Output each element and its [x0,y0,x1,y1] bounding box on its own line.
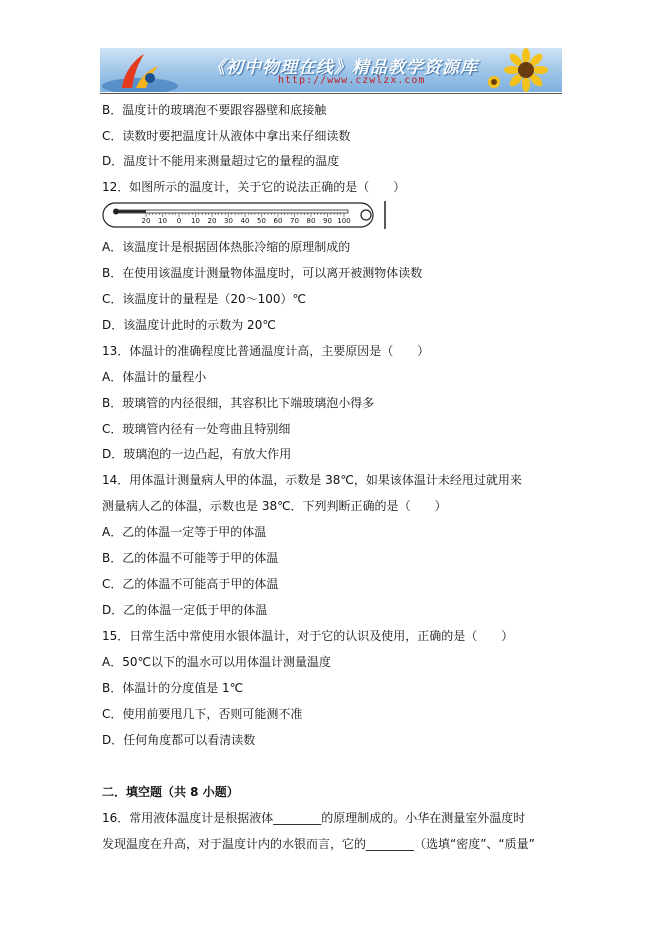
header-divider [100,93,562,94]
banner-url[interactable]: http://www.czwlzx.com [278,75,426,86]
option-15d: D．任何角度都可以看清读数 [102,733,256,747]
option-14b: B．乙的体温不可能等于甲的体温 [102,551,279,565]
question-12: 12．如图所示的温度计，关于它的说法正确的是（ ） [102,180,406,194]
scale-label: 60 [273,217,283,225]
scale-label: 20 [207,217,217,225]
scale-label: 100 [337,217,351,225]
option-14a: A．乙的体温一定等于甲的体温 [102,525,267,539]
logo-icon [100,48,180,92]
scale-label: 0 [176,217,182,225]
option-15a: A．50℃以下的温水可以用体温计测量温度 [102,655,331,669]
question-16-line2: 发现温度在升高，对于温度计内的水银而言，它的________（选填“密度”、“质量” [102,837,535,851]
scale-label: 10 [191,217,200,225]
scale-label: 90 [323,217,332,225]
option-15b: B．体温计的分度值是 1℃ [102,681,244,695]
scale-label: 10 [158,217,167,225]
option-12a: A．该温度计是根据固体热胀冷缩的原理制成的 [102,240,351,254]
option-12b: B．在使用该温度计测量物体温度时，可以离开被测物体读数 [102,266,423,280]
scale-label: 70 [290,217,299,225]
question-15: 15．日常生活中常使用水银体温计，对于它的认识及使用，正确的是（ ） [102,629,514,643]
sunflower-icon [482,48,562,92]
section-title: 二．填空题（共 8 小题） [102,785,239,799]
option-13b: B．玻璃管的内径很细，其容积比下端玻璃泡小得多 [102,396,375,410]
header-banner [100,48,562,92]
option-15c: C．使用前要甩几下，否则可能测不准 [102,707,303,721]
option-12d: D．该温度计此时的示数为 20℃ [102,318,276,332]
scale-label: 20 [141,217,151,225]
option-14c: C．乙的体温不可能高于甲的体温 [102,577,279,591]
option-12c: C．该温度计的量程是（20～100）℃ [102,292,307,306]
question-16-line1: 16．常用液体温度计是根据液体________的原理制成的。小华在测量室外温度时 [102,811,526,825]
question-14-line1: 14．用体温计测量病人甲的体温，示数是 38℃，如果该体温计未经甩过就用来 [102,473,522,487]
option-14d: D．乙的体温一定低于甲的体温 [102,603,268,617]
question-14-line2: 测量病人乙的体温，示数也是 38℃．下列判断正确的是（ ） [102,499,447,513]
option-13c: C．玻璃管内径有一处弯曲且特别细 [102,422,291,436]
option-11b: B．温度计的玻璃泡不要跟容器壁和底接触 [102,103,327,117]
option-13a: A．体温计的量程小 [102,370,207,384]
question-13: 13．体温计的准确程度比普通温度计高，主要原因是（ ） [102,344,430,358]
thermometer-figure [102,200,387,230]
option-11c: C．读数时要把温度计从液体中拿出来仔细读数 [102,129,351,143]
scale-label: 50 [257,217,266,225]
banner-title: 《初中物理在线》精品教学资源库 [208,58,478,78]
option-13d: D．玻璃泡的一边凸起，有放大作用 [102,447,292,461]
scale-label: 40 [240,217,250,225]
option-11d: D．温度计不能用来测量超过它的量程的温度 [102,154,340,168]
scale-label: 30 [224,217,233,225]
scale-label: 80 [306,217,316,225]
